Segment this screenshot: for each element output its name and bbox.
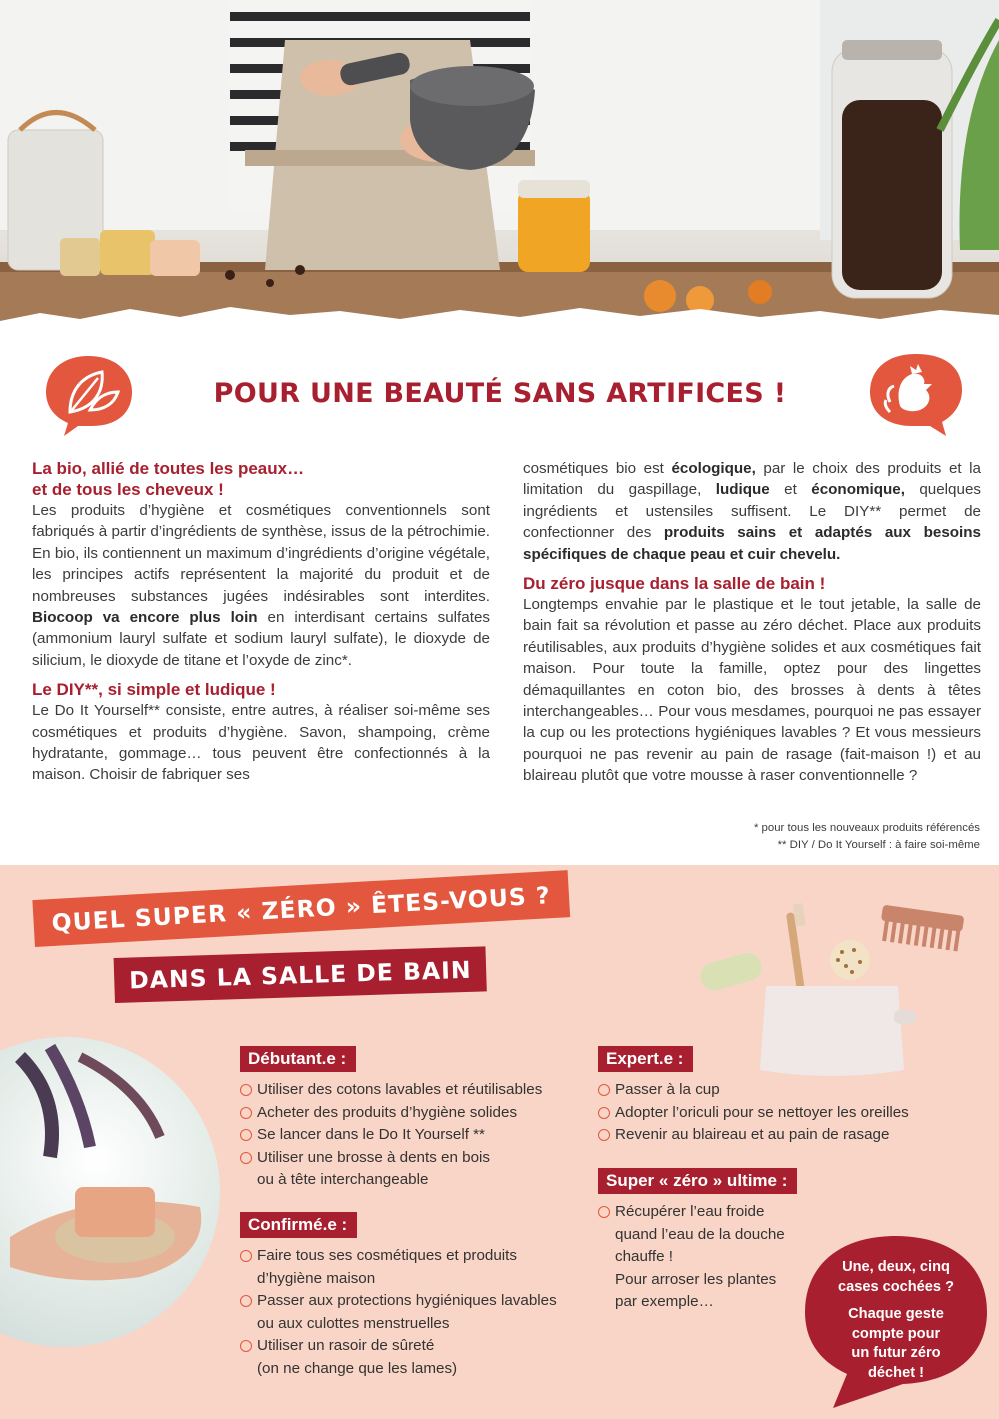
checklist-item[interactable]: [240, 1290, 590, 1335]
bubble-line: compte pour: [851, 1325, 941, 1342]
checklist-item[interactable]: [240, 1147, 580, 1192]
bold-text: produits sains et adaptés aux besoins spécifiques de chaque peau et cuir chevelu.: [523, 524, 981, 563]
checklist-item-label: Passer aux protections hygiéniques lavables: [257, 1292, 557, 1310]
checklist-item-label: Utiliser des cotons lavables et réutilisables: [257, 1081, 543, 1098]
checklist-item[interactable]: [240, 1245, 590, 1290]
checklist-item-label: quand l’eau de la douche: [615, 1225, 785, 1243]
text-run: en interdisant certains sulfates (ammonium lauryl sulfate et sodium lauryl sulfate), le dioxyde de silicium, le dioxyde de titane et l’oxyde de zinc*.: [32, 609, 490, 669]
level-expert: [598, 1046, 968, 1147]
speech-bubble-text: [803, 1258, 989, 1383]
checkbox-circle-icon[interactable]: [240, 1152, 252, 1164]
checklist-item[interactable]: [598, 1102, 968, 1125]
bubble-line: un futur zéro: [851, 1345, 941, 1361]
rooster-icon: [860, 350, 968, 436]
text-run: Les produits d’hygiène et cosmétiques conventionnels sont fabriqués à partir d’ingrédients de synthèse, issus de la pétrochimie. En bio, ils contiennent un maximum d’ingrédients d’origine végétale, les principes actifs représentent la majorité du produit et de nombreuses substances jugées indésirables sont interdites.: [32, 502, 490, 605]
bubble-line: déchet !: [868, 1364, 924, 1381]
checkbox-circle-icon[interactable]: [240, 1295, 252, 1307]
checklist-item-label: Pour arroser les plantes: [615, 1270, 777, 1288]
section-heading: [32, 458, 490, 500]
paragraph: Le Do It Yourself** consiste, entre autres, à réaliser soi-même ses cosmétiques et produits d’hygiène. Savon, shampoing, crème hydratante, gommage… tous peuvent être confectionnés à la maison. Choisir de fabriquer ses: [32, 702, 490, 784]
quiz-banner-title: QUEL SUPER « ZÉRO » ÊTES-VOUS ?: [32, 870, 569, 947]
bold-text: économique,: [811, 481, 905, 499]
checkbox-circle-icon[interactable]: [240, 1107, 252, 1119]
checklist-item-label: ou aux culottes menstruelles: [257, 1314, 450, 1332]
checklist-item[interactable]: [240, 1124, 580, 1147]
checklist-item-label: par exemple…: [615, 1293, 714, 1311]
checklist-item-label: Acheter des produits d’hygiène solides: [257, 1103, 518, 1121]
paragraph: Longtemps envahie par le plastique et le tout jetable, la salle de bain fait sa révolution et passe au zéro déchet. Place aux produits réutilisables, aux produits d’hygiène solides et aux cosmétiques fait maison. Pour toute la famille, optez pour des lingettes démaquillantes en coton bio, des brosses à dents à têtes interchangeables… Pour vous mesdames, pourquoi ne pas essayer la cup ou les protections hygiéniques lavables ? Et vous messieurs pourquoi ne pas revenir au pain de rasage (fait-maison !) et au blaireau plutôt que votre mousse à raser conventionnelle ?: [523, 596, 981, 785]
torn-paper-edge: [0, 295, 999, 335]
checkbox-circle-icon[interactable]: [598, 1084, 610, 1096]
checklist-item[interactable]: [240, 1102, 580, 1125]
level-confirme: [240, 1212, 590, 1381]
article-right-column: [523, 458, 981, 787]
checklist: [240, 1245, 590, 1381]
quiz-banner-subtitle: DANS LA SALLE DE BAIN: [114, 946, 488, 1003]
section-heading-line: La bio, allié de toutes les peaux…: [32, 459, 305, 478]
bubble-line: cases cochées ?: [837, 1278, 955, 1295]
checklist-item[interactable]: [240, 1335, 590, 1380]
checklist-item-label: (on ne change que les lames): [257, 1359, 458, 1377]
checkbox-circle-icon[interactable]: [598, 1129, 610, 1141]
text-run: et: [769, 481, 812, 499]
bubble-line: Chaque geste: [848, 1306, 944, 1322]
hero-photo: [0, 0, 999, 335]
bold-text: ludique: [715, 481, 770, 499]
checklist-item-label: ou à tête interchangeable: [257, 1171, 429, 1189]
checklist: [598, 1079, 968, 1147]
paragraph: [32, 500, 490, 671]
section-heading: Le DIY**, si simple et ludique !: [32, 680, 276, 700]
footnote: * pour tous les nouveaux produits référencés: [753, 822, 980, 834]
checkbox-circle-icon[interactable]: [598, 1107, 610, 1119]
article-left-column: [32, 458, 490, 786]
level-label: Débutant.e :: [240, 1046, 356, 1072]
checklist-item-label: d’hygiène maison: [257, 1269, 376, 1287]
checklist-item-label: Récupérer l’eau froide: [615, 1203, 765, 1220]
level-label: Super « zéro » ultime :: [598, 1168, 797, 1194]
checklist-item-label: Utiliser une brosse à dents en bois: [257, 1148, 491, 1166]
leaves-icon: [40, 352, 140, 436]
text-run: par le choix des produits et la limitation du gaspillage,: [523, 460, 981, 499]
text-run: quelques ingrédients et ustensiles suffisent. Le DIY** permet de confectionner des: [523, 481, 981, 542]
checklist-item-label: Revenir au blaireau et au pain de rasage: [615, 1126, 890, 1144]
footnotes: [754, 820, 980, 854]
text-run: cosmétiques bio est: [523, 460, 672, 477]
checklist-item-label: chauffe !: [615, 1248, 673, 1266]
checklist-item-label: Faire tous ses cosmétiques et produits: [257, 1247, 517, 1264]
checklist-item[interactable]: [240, 1079, 580, 1102]
checklist-item-label: Se lancer dans le Do It Yourself **: [257, 1126, 485, 1144]
bubble-spacer: [803, 1297, 989, 1305]
bold-text: Biocoop va encore plus loin: [32, 609, 258, 627]
kitchen-scene-illustration: [0, 0, 999, 335]
checklist-item-label: Utiliser un rasoir de sûreté: [257, 1337, 435, 1355]
checklist-item[interactable]: [598, 1079, 968, 1102]
level-label: Confirmé.e :: [240, 1212, 357, 1238]
checkbox-circle-icon[interactable]: [240, 1084, 252, 1096]
section-heading-line: et de tous les cheveux !: [32, 480, 224, 499]
checklist-item[interactable]: [598, 1124, 968, 1147]
checkbox-circle-icon[interactable]: [240, 1340, 252, 1352]
speech-bubble: [803, 1232, 989, 1408]
bubble-line: Une, deux, cinq: [842, 1259, 950, 1275]
footnote: ** DIY / Do It Yourself : à faire soi-même: [777, 839, 980, 851]
checkbox-circle-icon[interactable]: [598, 1206, 610, 1218]
checklist: [240, 1079, 580, 1192]
bold-text: écologique,: [671, 460, 756, 477]
level-label: Expert.e :: [598, 1046, 693, 1072]
level-debutant: [240, 1046, 580, 1192]
checkbox-circle-icon[interactable]: [240, 1129, 252, 1141]
checklist-item-label: Adopter l’oriculi pour se nettoyer les oreilles: [615, 1103, 909, 1121]
checklist-item-label: Passer à la cup: [615, 1081, 720, 1098]
page-title: POUR UNE BEAUTÉ SANS ARTIFICES !: [213, 378, 787, 409]
paragraph: [523, 458, 981, 565]
section-heading: Du zéro jusque dans la salle de bain !: [523, 574, 826, 594]
checkbox-circle-icon[interactable]: [240, 1250, 252, 1262]
